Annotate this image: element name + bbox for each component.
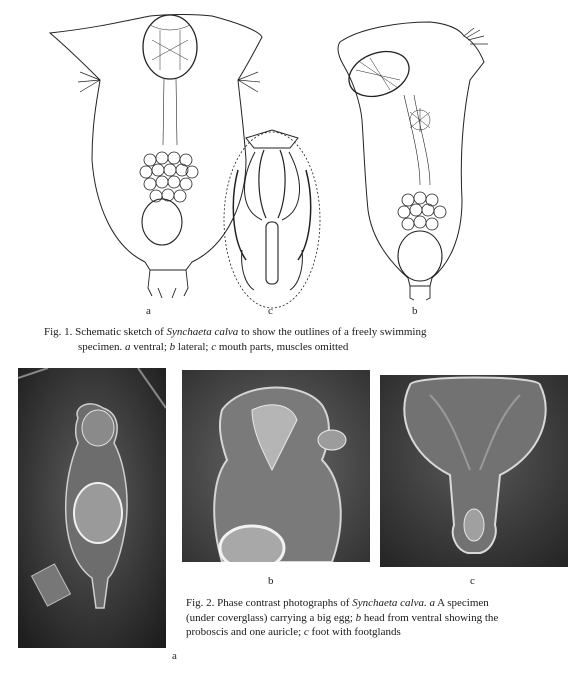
figure-1-label-b: b [412, 305, 418, 317]
drawing-b-lateral [338, 22, 488, 300]
drawing-c-mouth-parts [224, 130, 320, 308]
figure-2-label-c: c [470, 575, 475, 587]
figure-2-label-a: a [172, 650, 177, 662]
photo-c-foot-footglands [380, 375, 568, 567]
figure-2-caption: Fig. 2. Phase contrast photographs of Synchaeta calva. a A specimen (under coverglass) carrying a big egg; b head from ventral showing the proboscis and one auricle; c foot with footglands [186, 597, 499, 638]
figure-1-label-a: a [146, 305, 151, 317]
figure-1-drawings [0, 0, 584, 330]
drawing-a-ventral [50, 15, 262, 299]
photo-a-specimen [18, 368, 166, 648]
photo-b-head-ventral [182, 370, 370, 562]
figure-2-label-b: b [268, 575, 274, 587]
figure-1-caption: Fig. 1. Schematic sketch of Synchaeta calva to show the outlines of a freely swimming specimen. a ventral; b lateral; c mouth parts, muscles omitted [44, 326, 427, 353]
figure-1-label-c: c [268, 305, 273, 317]
